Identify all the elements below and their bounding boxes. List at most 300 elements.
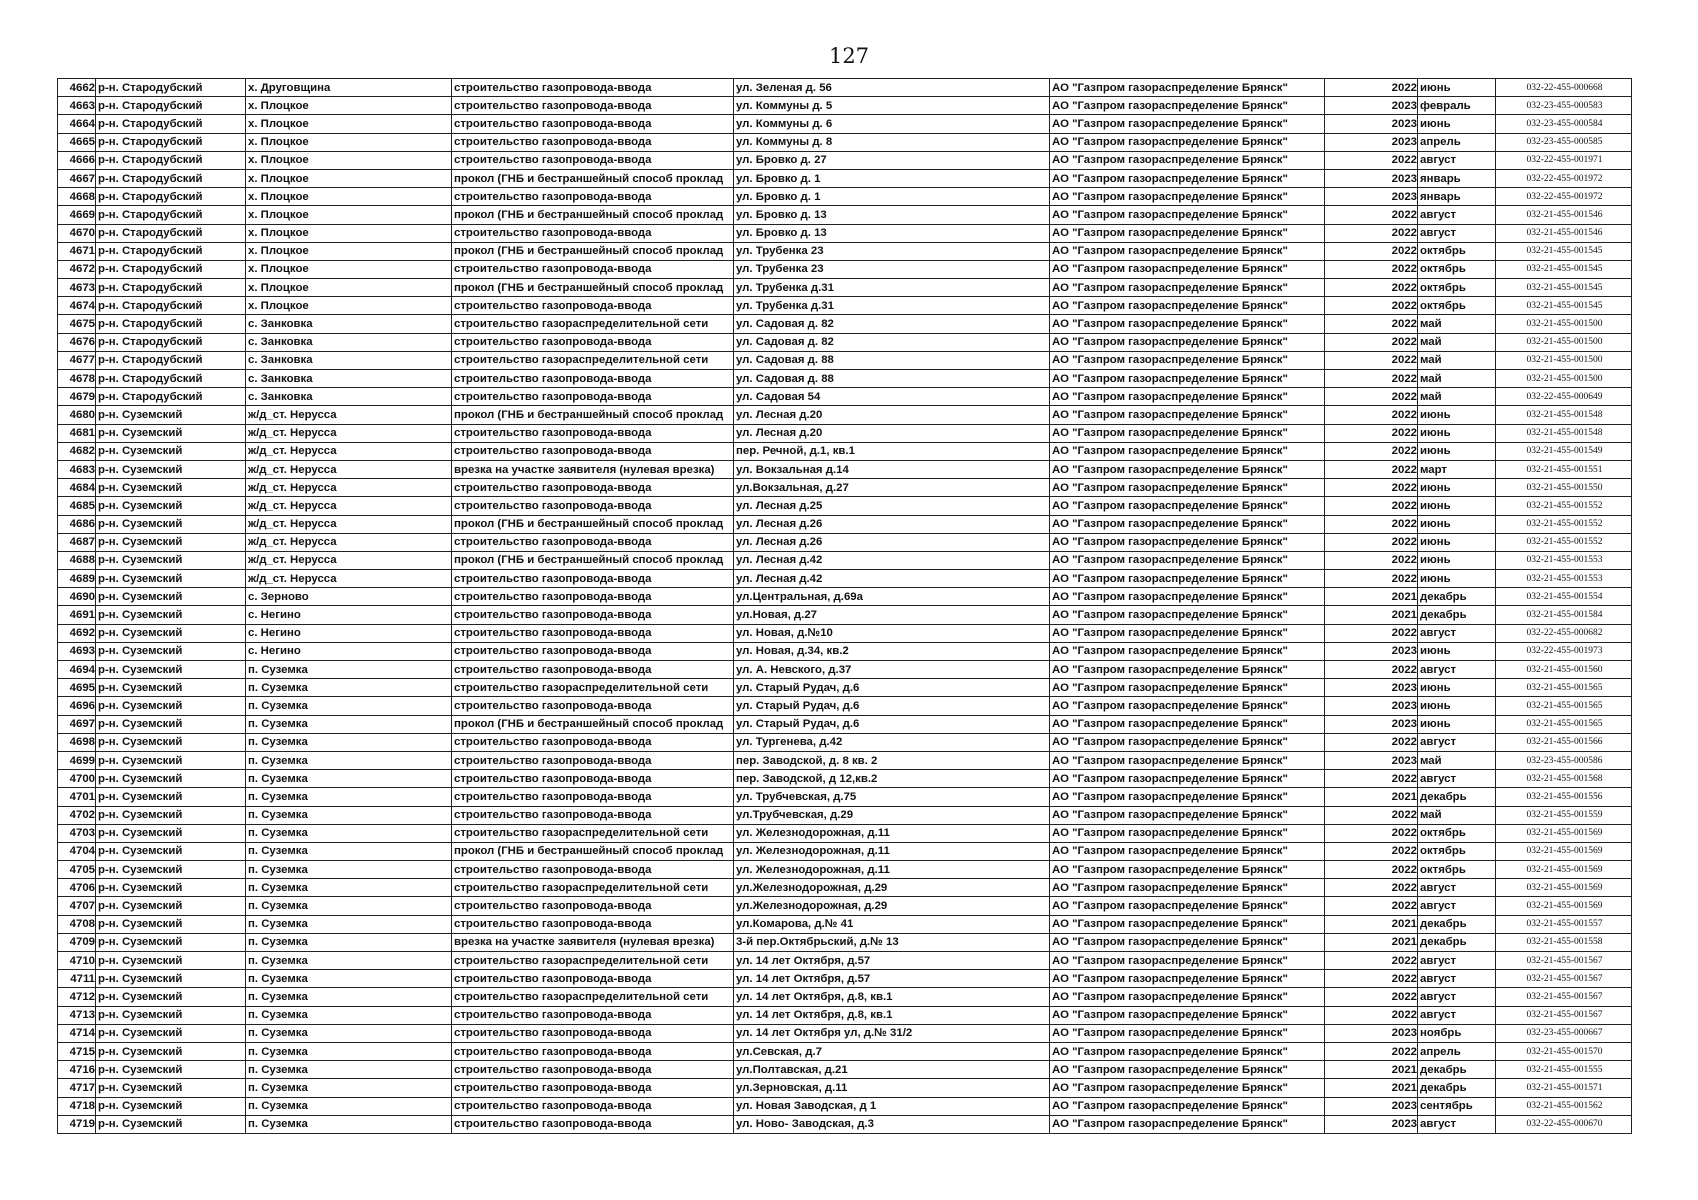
- cell-work-type: строительство газопровода-ввода: [452, 588, 734, 606]
- table-row: [58, 642, 1632, 660]
- table-row: [58, 970, 1632, 988]
- cell-row-number: 4704: [58, 842, 96, 860]
- cell-code: 032-21-455-001567: [1496, 988, 1632, 1006]
- table-row: [58, 1006, 1632, 1024]
- cell-row-number: 4709: [58, 933, 96, 951]
- cell-year: 2022: [1325, 570, 1418, 588]
- cell-work-type: строительство газопровода-ввода: [452, 624, 734, 642]
- cell-code: 032-21-455-001567: [1496, 970, 1632, 988]
- cell-year: 2022: [1325, 824, 1418, 842]
- cell-settlement: ж/д_ст. Нерусса: [246, 570, 452, 588]
- cell-month: август: [1418, 988, 1496, 1006]
- cell-settlement: п. Суземка: [246, 806, 452, 824]
- cell-settlement: п. Суземка: [246, 788, 452, 806]
- cell-year: 2021: [1325, 1079, 1418, 1097]
- cell-code: 032-23-455-000584: [1496, 115, 1632, 133]
- cell-work-type: врезка на участке заявителя (нулевая врезка): [452, 933, 734, 951]
- cell-district: р-н. Стародубский: [96, 370, 246, 388]
- cell-district: р-н. Стародубский: [96, 169, 246, 187]
- cell-settlement: ж/д_ст. Нерусса: [246, 460, 452, 478]
- cell-address: ул. Старый Рудач, д.6: [734, 715, 1050, 733]
- cell-row-number: 4714: [58, 1024, 96, 1042]
- cell-organization: АО "Газпром газораспределение Брянск": [1050, 933, 1325, 951]
- cell-district: р-н. Суземский: [96, 424, 246, 442]
- table-row: [58, 1097, 1632, 1115]
- cell-code: 032-21-455-001549: [1496, 442, 1632, 460]
- cell-row-number: 4682: [58, 442, 96, 460]
- cell-address: ул.Комарова, д.№ 41: [734, 915, 1050, 933]
- cell-work-type: строительство газопровода-ввода: [452, 806, 734, 824]
- cell-month: август: [1418, 879, 1496, 897]
- cell-address: ул. Железнодорожная, д.11: [734, 824, 1050, 842]
- cell-district: р-н. Суземский: [96, 933, 246, 951]
- cell-month: июнь: [1418, 533, 1496, 551]
- cell-work-type: строительство газопровода-ввода: [452, 1006, 734, 1024]
- cell-district: р-н. Суземский: [96, 551, 246, 569]
- cell-district: р-н. Суземский: [96, 497, 246, 515]
- cell-month: август: [1418, 952, 1496, 970]
- cell-year: 2022: [1325, 842, 1418, 860]
- cell-district: р-н. Стародубский: [96, 260, 246, 278]
- cell-organization: АО "Газпром газораспределение Брянск": [1050, 1024, 1325, 1042]
- cell-settlement: п. Суземка: [246, 733, 452, 751]
- cell-month: октябрь: [1418, 260, 1496, 278]
- cell-month: октябрь: [1418, 297, 1496, 315]
- cell-month: декабрь: [1418, 1079, 1496, 1097]
- cell-address: ул. Лесная д.20: [734, 406, 1050, 424]
- cell-row-number: 4711: [58, 970, 96, 988]
- cell-settlement: х. Плоцкое: [246, 224, 452, 242]
- cell-year: 2022: [1325, 970, 1418, 988]
- cell-code: 032-22-455-001973: [1496, 642, 1632, 660]
- table-row: [58, 879, 1632, 897]
- cell-month: ноябрь: [1418, 1024, 1496, 1042]
- cell-row-number: 4716: [58, 1061, 96, 1079]
- cell-district: р-н. Суземский: [96, 988, 246, 1006]
- table-row: [58, 715, 1632, 733]
- cell-organization: АО "Газпром газораспределение Брянск": [1050, 842, 1325, 860]
- cell-organization: АО "Газпром газораспределение Брянск": [1050, 260, 1325, 278]
- cell-address: ул.Севская, д.7: [734, 1042, 1050, 1060]
- cell-settlement: х. Плоцкое: [246, 169, 452, 187]
- cell-settlement: п. Суземка: [246, 1115, 452, 1133]
- cell-work-type: строительство газораспределительной сети: [452, 315, 734, 333]
- cell-row-number: 4712: [58, 988, 96, 1006]
- cell-address: ул. Бровко д. 13: [734, 206, 1050, 224]
- cell-work-type: строительство газопровода-ввода: [452, 570, 734, 588]
- cell-organization: АО "Газпром газораспределение Брянск": [1050, 224, 1325, 242]
- cell-settlement: п. Суземка: [246, 697, 452, 715]
- cell-row-number: 4680: [58, 406, 96, 424]
- table-row: [58, 424, 1632, 442]
- cell-address: ул. Садовая д. 82: [734, 315, 1050, 333]
- gasification-table: [57, 78, 1632, 1134]
- cell-month: май: [1418, 333, 1496, 351]
- cell-address: ул. Железнодорожная, д.11: [734, 861, 1050, 879]
- cell-month: май: [1418, 351, 1496, 369]
- cell-code: 032-21-455-001565: [1496, 697, 1632, 715]
- cell-year: 2022: [1325, 533, 1418, 551]
- cell-district: р-н. Суземский: [96, 624, 246, 642]
- cell-organization: АО "Газпром газораспределение Брянск": [1050, 715, 1325, 733]
- cell-settlement: с. Зерново: [246, 588, 452, 606]
- cell-work-type: врезка на участке заявителя (нулевая врезка): [452, 460, 734, 478]
- cell-district: р-н. Суземский: [96, 679, 246, 697]
- cell-work-type: строительство газопровода-ввода: [452, 897, 734, 915]
- cell-settlement: п. Суземка: [246, 861, 452, 879]
- cell-settlement: х. Плоцкое: [246, 97, 452, 115]
- cell-work-type: прокол (ГНБ и бестраншейный способ проклад: [452, 279, 734, 297]
- cell-organization: АО "Газпром газораспределение Брянск": [1050, 297, 1325, 315]
- page-number: 127: [828, 44, 870, 68]
- cell-month: июнь: [1418, 570, 1496, 588]
- cell-settlement: п. Суземка: [246, 988, 452, 1006]
- cell-month: май: [1418, 806, 1496, 824]
- cell-organization: АО "Газпром газораспределение Брянск": [1050, 1115, 1325, 1133]
- cell-work-type: строительство газопровода-ввода: [452, 661, 734, 679]
- cell-month: апрель: [1418, 133, 1496, 151]
- cell-settlement: ж/д_ст. Нерусса: [246, 533, 452, 551]
- cell-address: ул. Вокзальная д.14: [734, 460, 1050, 478]
- cell-code: 032-21-455-001584: [1496, 606, 1632, 624]
- cell-work-type: строительство газопровода-ввода: [452, 1079, 734, 1097]
- cell-work-type: строительство газопровода-ввода: [452, 642, 734, 660]
- cell-organization: АО "Газпром газораспределение Брянск": [1050, 460, 1325, 478]
- cell-row-number: 4695: [58, 679, 96, 697]
- cell-year: 2022: [1325, 151, 1418, 169]
- cell-district: р-н. Суземский: [96, 479, 246, 497]
- cell-row-number: 4713: [58, 1006, 96, 1024]
- cell-year: 2022: [1325, 897, 1418, 915]
- cell-organization: АО "Газпром газораспределение Брянск": [1050, 351, 1325, 369]
- cell-address: ул. Трубенка д.31: [734, 297, 1050, 315]
- cell-address: ул. Лесная д.20: [734, 424, 1050, 442]
- cell-year: 2022: [1325, 515, 1418, 533]
- cell-row-number: 4679: [58, 388, 96, 406]
- cell-row-number: 4684: [58, 479, 96, 497]
- cell-settlement: п. Суземка: [246, 842, 452, 860]
- cell-address: ул. Трубенка 23: [734, 260, 1050, 278]
- cell-month: декабрь: [1418, 915, 1496, 933]
- cell-settlement: п. Суземка: [246, 933, 452, 951]
- cell-organization: АО "Газпром газораспределение Брянск": [1050, 661, 1325, 679]
- cell-settlement: х. Плоцкое: [246, 279, 452, 297]
- cell-address: ул. Бровко д. 1: [734, 169, 1050, 187]
- cell-organization: АО "Газпром газораспределение Брянск": [1050, 515, 1325, 533]
- cell-work-type: строительство газопровода-ввода: [452, 442, 734, 460]
- cell-organization: АО "Газпром газораспределение Брянск": [1050, 1079, 1325, 1097]
- cell-organization: АО "Газпром газораспределение Брянск": [1050, 970, 1325, 988]
- cell-settlement: ж/д_ст. Нерусса: [246, 551, 452, 569]
- cell-month: август: [1418, 970, 1496, 988]
- cell-row-number: 4673: [58, 279, 96, 297]
- cell-row-number: 4671: [58, 242, 96, 260]
- cell-organization: АО "Газпром газораспределение Брянск": [1050, 806, 1325, 824]
- cell-year: 2022: [1325, 479, 1418, 497]
- table-row: [58, 988, 1632, 1006]
- cell-work-type: строительство газопровода-ввода: [452, 788, 734, 806]
- cell-address: ул. Зеленая д. 56: [734, 79, 1050, 97]
- cell-code: 032-23-455-000667: [1496, 1024, 1632, 1042]
- cell-month: август: [1418, 733, 1496, 751]
- cell-address: ул. Трубенка д.31: [734, 279, 1050, 297]
- cell-settlement: с. Занковка: [246, 370, 452, 388]
- cell-row-number: 4668: [58, 188, 96, 206]
- cell-month: июнь: [1418, 715, 1496, 733]
- cell-code: 032-22-455-000670: [1496, 1115, 1632, 1133]
- cell-settlement: п. Суземка: [246, 751, 452, 769]
- cell-row-number: 4696: [58, 697, 96, 715]
- cell-year: 2023: [1325, 751, 1418, 769]
- table-row: [58, 861, 1632, 879]
- cell-year: 2022: [1325, 551, 1418, 569]
- cell-year: 2023: [1325, 679, 1418, 697]
- table-row: [58, 624, 1632, 642]
- cell-organization: АО "Газпром газораспределение Брянск": [1050, 642, 1325, 660]
- cell-year: 2022: [1325, 351, 1418, 369]
- table-row: [58, 151, 1632, 169]
- cell-year: 2023: [1325, 97, 1418, 115]
- cell-organization: АО "Газпром газораспределение Брянск": [1050, 1042, 1325, 1060]
- cell-district: р-н. Стародубский: [96, 115, 246, 133]
- cell-address: ул.Полтавская, д.21: [734, 1061, 1050, 1079]
- cell-address: ул. 14 лет Октября, д.57: [734, 952, 1050, 970]
- cell-settlement: п. Суземка: [246, 1006, 452, 1024]
- cell-district: р-н. Суземский: [96, 970, 246, 988]
- cell-month: август: [1418, 1006, 1496, 1024]
- cell-address: ул. Новая Заводская, д 1: [734, 1097, 1050, 1115]
- cell-organization: АО "Газпром газораспределение Брянск": [1050, 333, 1325, 351]
- cell-address: ул. Бровко д. 13: [734, 224, 1050, 242]
- cell-month: октябрь: [1418, 242, 1496, 260]
- table-row: [58, 297, 1632, 315]
- cell-work-type: строительство газопровода-ввода: [452, 115, 734, 133]
- cell-row-number: 4675: [58, 315, 96, 333]
- cell-district: р-н. Суземский: [96, 788, 246, 806]
- cell-district: р-н. Стародубский: [96, 315, 246, 333]
- cell-settlement: ж/д_ст. Нерусса: [246, 424, 452, 442]
- cell-month: апрель: [1418, 1042, 1496, 1060]
- cell-work-type: прокол (ГНБ и бестраншейный способ проклад: [452, 206, 734, 224]
- cell-settlement: п. Суземка: [246, 715, 452, 733]
- cell-code: 032-21-455-001556: [1496, 788, 1632, 806]
- cell-settlement: х. Плоцкое: [246, 206, 452, 224]
- cell-work-type: строительство газопровода-ввода: [452, 751, 734, 769]
- cell-code: 032-21-455-001553: [1496, 551, 1632, 569]
- table-row: [58, 479, 1632, 497]
- cell-work-type: строительство газопровода-ввода: [452, 224, 734, 242]
- cell-organization: АО "Газпром газораспределение Брянск": [1050, 206, 1325, 224]
- cell-work-type: строительство газопровода-ввода: [452, 970, 734, 988]
- cell-work-type: строительство газопровода-ввода: [452, 424, 734, 442]
- cell-district: р-н. Суземский: [96, 879, 246, 897]
- cell-district: р-н. Суземский: [96, 533, 246, 551]
- cell-address: ул.Вокзальная, д.27: [734, 479, 1050, 497]
- cell-address: ул. Новая, д.№10: [734, 624, 1050, 642]
- cell-row-number: 4665: [58, 133, 96, 151]
- cell-code: 032-21-455-001500: [1496, 333, 1632, 351]
- cell-address: ул. Коммуны д. 5: [734, 97, 1050, 115]
- cell-district: р-н. Стародубский: [96, 279, 246, 297]
- cell-address: ул. Новая, д.34, кв.2: [734, 642, 1050, 660]
- cell-address: ул. Бровко д. 27: [734, 151, 1050, 169]
- cell-row-number: 4700: [58, 770, 96, 788]
- cell-code: 032-23-455-000586: [1496, 751, 1632, 769]
- table-row: [58, 460, 1632, 478]
- table-row: [58, 388, 1632, 406]
- cell-row-number: 4719: [58, 1115, 96, 1133]
- cell-year: 2021: [1325, 915, 1418, 933]
- cell-code: 032-21-455-001552: [1496, 533, 1632, 551]
- cell-code: 032-21-455-001565: [1496, 679, 1632, 697]
- cell-organization: АО "Газпром газораспределение Брянск": [1050, 861, 1325, 879]
- cell-month: декабрь: [1418, 933, 1496, 951]
- cell-row-number: 4666: [58, 151, 96, 169]
- table-row: [58, 79, 1632, 97]
- cell-address: ул. Лесная д.42: [734, 570, 1050, 588]
- cell-organization: АО "Газпром газораспределение Брянск": [1050, 79, 1325, 97]
- cell-row-number: 4677: [58, 351, 96, 369]
- cell-district: р-н. Суземский: [96, 952, 246, 970]
- table-row: [58, 351, 1632, 369]
- cell-year: 2022: [1325, 260, 1418, 278]
- cell-address: ул. Лесная д.42: [734, 551, 1050, 569]
- cell-row-number: 4702: [58, 806, 96, 824]
- cell-month: январь: [1418, 188, 1496, 206]
- cell-year: 2022: [1325, 370, 1418, 388]
- cell-settlement: п. Суземка: [246, 970, 452, 988]
- cell-address: ул. 14 лет Октября, д.57: [734, 970, 1050, 988]
- cell-organization: АО "Газпром газораспределение Брянск": [1050, 606, 1325, 624]
- cell-organization: АО "Газпром газораспределение Брянск": [1050, 315, 1325, 333]
- cell-work-type: строительство газопровода-ввода: [452, 770, 734, 788]
- cell-district: р-н. Стародубский: [96, 242, 246, 260]
- cell-code: 032-22-455-001972: [1496, 169, 1632, 187]
- cell-year: 2022: [1325, 406, 1418, 424]
- cell-address: ул. Лесная д.26: [734, 515, 1050, 533]
- cell-district: р-н. Суземский: [96, 570, 246, 588]
- cell-month: март: [1418, 460, 1496, 478]
- cell-work-type: строительство газопровода-ввода: [452, 697, 734, 715]
- cell-code: 032-21-455-001545: [1496, 242, 1632, 260]
- cell-district: р-н. Суземский: [96, 824, 246, 842]
- cell-organization: АО "Газпром газораспределение Брянск": [1050, 1061, 1325, 1079]
- cell-address: ул. Тургенева, д.42: [734, 733, 1050, 751]
- cell-organization: АО "Газпром газораспределение Брянск": [1050, 751, 1325, 769]
- cell-address: ул. Трубенка 23: [734, 242, 1050, 260]
- cell-organization: АО "Газпром газораспределение Брянск": [1050, 479, 1325, 497]
- cell-district: р-н. Суземский: [96, 733, 246, 751]
- cell-year: 2022: [1325, 388, 1418, 406]
- cell-work-type: строительство газопровода-ввода: [452, 388, 734, 406]
- cell-district: р-н. Суземский: [96, 442, 246, 460]
- cell-row-number: 4674: [58, 297, 96, 315]
- table-row: [58, 588, 1632, 606]
- cell-district: р-н. Суземский: [96, 1061, 246, 1079]
- cell-year: 2022: [1325, 297, 1418, 315]
- table-body: [58, 79, 1632, 1134]
- cell-year: 2023: [1325, 1024, 1418, 1042]
- cell-month: декабрь: [1418, 1061, 1496, 1079]
- cell-month: июнь: [1418, 679, 1496, 697]
- table-row: [58, 733, 1632, 751]
- cell-organization: АО "Газпром газораспределение Брянск": [1050, 279, 1325, 297]
- cell-month: декабрь: [1418, 606, 1496, 624]
- table-row: [58, 570, 1632, 588]
- table-row: [58, 406, 1632, 424]
- cell-district: р-н. Стародубский: [96, 97, 246, 115]
- cell-month: май: [1418, 315, 1496, 333]
- table-row: [58, 188, 1632, 206]
- cell-code: 032-21-455-001567: [1496, 952, 1632, 970]
- cell-row-number: 4670: [58, 224, 96, 242]
- cell-settlement: х. Плоцкое: [246, 242, 452, 260]
- cell-settlement: п. Суземка: [246, 897, 452, 915]
- cell-year: 2022: [1325, 79, 1418, 97]
- cell-organization: АО "Газпром газораспределение Брянск": [1050, 1006, 1325, 1024]
- cell-code: 032-21-455-001569: [1496, 824, 1632, 842]
- cell-settlement: с. Занковка: [246, 333, 452, 351]
- cell-district: р-н. Суземский: [96, 1097, 246, 1115]
- cell-district: р-н. Суземский: [96, 861, 246, 879]
- cell-settlement: п. Суземка: [246, 1024, 452, 1042]
- cell-year: 2023: [1325, 188, 1418, 206]
- cell-row-number: 4691: [58, 606, 96, 624]
- cell-code: 032-21-455-001560: [1496, 661, 1632, 679]
- cell-code: 032-21-455-001569: [1496, 861, 1632, 879]
- cell-code: 032-21-455-001568: [1496, 770, 1632, 788]
- cell-address: ул.Железнодорожная, д.29: [734, 879, 1050, 897]
- table-row: [58, 169, 1632, 187]
- table-row: [58, 915, 1632, 933]
- cell-work-type: строительство газораспределительной сети: [452, 879, 734, 897]
- table-row: [58, 933, 1632, 951]
- cell-code: 032-21-455-001567: [1496, 1006, 1632, 1024]
- cell-settlement: п. Суземка: [246, 1042, 452, 1060]
- cell-work-type: строительство газопровода-ввода: [452, 1097, 734, 1115]
- cell-code: 032-21-455-001548: [1496, 424, 1632, 442]
- cell-row-number: 4681: [58, 424, 96, 442]
- cell-code: 032-21-455-001569: [1496, 897, 1632, 915]
- cell-address: ул. Бровко д. 1: [734, 188, 1050, 206]
- cell-year: 2022: [1325, 279, 1418, 297]
- cell-organization: АО "Газпром газораспределение Брянск": [1050, 115, 1325, 133]
- cell-settlement: п. Суземка: [246, 1079, 452, 1097]
- cell-row-number: 4710: [58, 952, 96, 970]
- cell-row-number: 4699: [58, 751, 96, 769]
- cell-row-number: 4718: [58, 1097, 96, 1115]
- table-row: [58, 679, 1632, 697]
- table-row: [58, 606, 1632, 624]
- cell-organization: АО "Газпром газораспределение Брянск": [1050, 697, 1325, 715]
- cell-organization: АО "Газпром газораспределение Брянск": [1050, 897, 1325, 915]
- cell-address: ул. Садовая д. 88: [734, 370, 1050, 388]
- cell-work-type: строительство газораспределительной сети: [452, 824, 734, 842]
- cell-year: 2022: [1325, 879, 1418, 897]
- cell-address: ул. 14 лет Октября, д.8, кв.1: [734, 988, 1050, 1006]
- table-row: [58, 842, 1632, 860]
- cell-work-type: прокол (ГНБ и бестраншейный способ проклад: [452, 515, 734, 533]
- cell-settlement: п. Суземка: [246, 824, 452, 842]
- cell-code: 032-21-455-001566: [1496, 733, 1632, 751]
- cell-settlement: х. Плоцкое: [246, 115, 452, 133]
- cell-month: август: [1418, 206, 1496, 224]
- cell-work-type: прокол (ГНБ и бестраншейный способ проклад: [452, 842, 734, 860]
- cell-organization: АО "Газпром газораспределение Брянск": [1050, 570, 1325, 588]
- cell-month: январь: [1418, 169, 1496, 187]
- cell-year: 2022: [1325, 661, 1418, 679]
- cell-year: 2022: [1325, 315, 1418, 333]
